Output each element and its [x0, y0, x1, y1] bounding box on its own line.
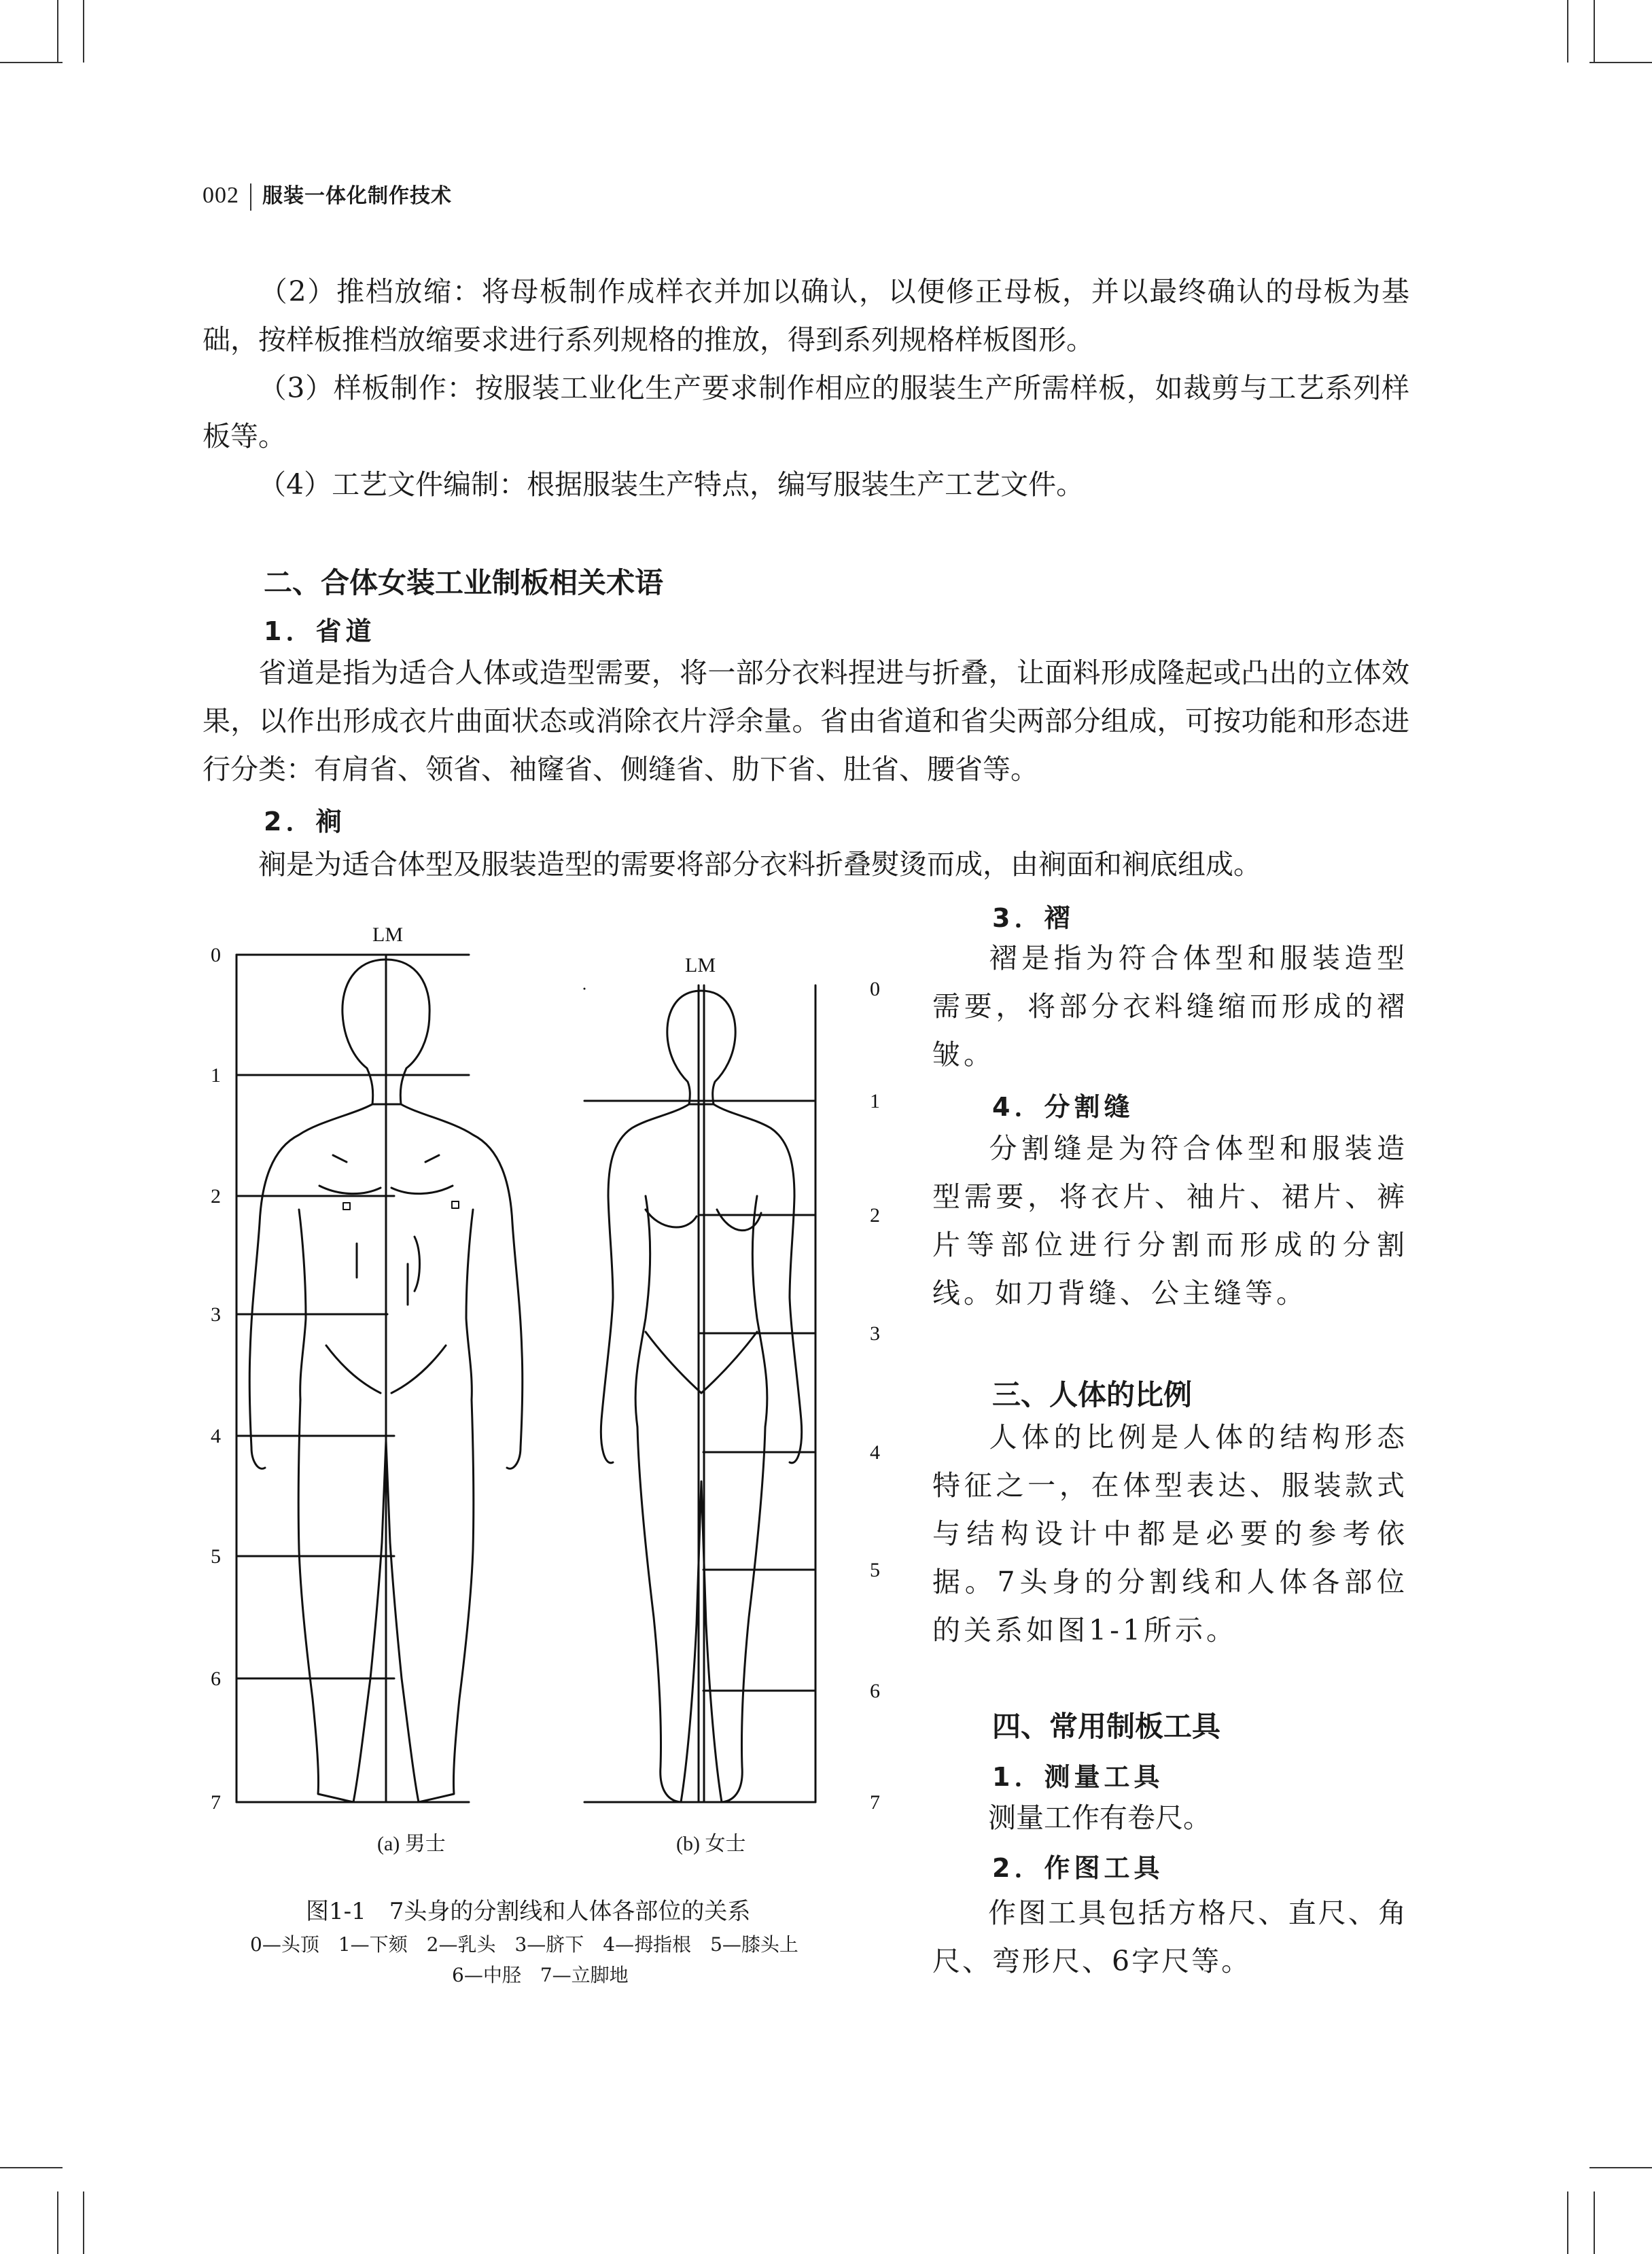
female-legs — [637, 1427, 765, 1802]
figure-legend-line-2: 6—中胫 7—立脚地 — [452, 1964, 629, 1986]
term-2-title: 2．裥 — [264, 807, 346, 837]
male-tick-label: 3 — [211, 1303, 221, 1326]
term-4-body: 分割缝是为符合体型和服装造型需要，将衣片、袖片、裙片、裤片等部位进行分割而形成的分割线。如刀背缝、公主缝等。 — [932, 1132, 1408, 1309]
male-figure-label: (a) 男士 — [377, 1833, 446, 1855]
header-divider — [250, 183, 251, 211]
male-tick-label: 7 — [211, 1791, 221, 1814]
crop-mark — [0, 62, 63, 63]
term-3-body: 褶是指为符合体型和服装造型需要，将部分衣料缝缩而形成的褶皱。 — [932, 942, 1408, 1071]
crop-mark — [1594, 0, 1595, 63]
male-nipple — [452, 1201, 459, 1208]
heading-tools: 四、常用制板工具 — [992, 1710, 1221, 1743]
figure-caption: 图1-1 7头身的分割线和人体各部位的关系 — [306, 1898, 751, 1925]
lm-label: LM — [685, 954, 716, 976]
tool-1-title: 1．测量工具 — [992, 1762, 1164, 1792]
male-tick-label: 5 — [211, 1545, 221, 1568]
female-head — [667, 991, 735, 1104]
male-tick-label: 6 — [211, 1668, 221, 1690]
paragraph-process: （4）工艺文件编制：根据服装生产特点，编写服装生产工艺文件。 — [258, 468, 1085, 501]
heading-terms: 二、合体女装工业制板相关术语 — [264, 566, 664, 599]
female-tick-label: 6 — [870, 1680, 880, 1702]
crop-mark — [1567, 2191, 1568, 2254]
female-tick-label: 7 — [870, 1791, 880, 1814]
tool-1-body: 测量工作有卷尺。 — [988, 1801, 1211, 1834]
crop-mark — [57, 0, 58, 63]
female-tick-label: 4 — [870, 1441, 880, 1464]
female-hips — [646, 1332, 757, 1393]
female-tick-label: 2 — [870, 1204, 880, 1227]
female-tick-label: 1 — [870, 1090, 880, 1112]
tool-2-body: 作图工具包括方格尺、直尺、角尺、弯形尺、6字尺等。 — [932, 1897, 1408, 1977]
crop-mark — [83, 2191, 84, 2254]
term-2-body: 裥是为适合体型及服装造型的需要将部分衣料折叠熨烫而成，由裥面和裥底组成。 — [258, 848, 1261, 881]
crop-mark — [1594, 2191, 1595, 2254]
crop-mark — [1567, 0, 1568, 63]
crop-mark — [83, 0, 84, 63]
page-number: 002 — [203, 183, 239, 208]
male-nipple — [343, 1203, 350, 1210]
term-1-title: 1．省道 — [264, 616, 376, 646]
male-tick-label: 0 — [211, 944, 221, 966]
paragraph-pattern: （3）样板制作：按服装工业化生产要求制作相应的服装生产所需样板，如裁剪与工艺系列样板等。 — [203, 372, 1409, 453]
male-tick-label: 2 — [211, 1185, 221, 1208]
female-tick-label: 3 — [870, 1322, 880, 1345]
male-tick-label: 4 — [211, 1425, 221, 1447]
female-tick-label: 5 — [870, 1559, 880, 1581]
proportion-figure — [197, 911, 911, 1835]
term-1-body: 省道是指为适合人体或造型需要，将一部分衣料捏进与折叠，让面料形成隆起或凸出的立体效果，以作出形成衣片曲面状态或消除衣片浮余量。省由省道和省尖两部分组成，可按功能和形态进行分类：有肩省、领省、袖窿省、侧缝省、肋下省、肚省、腰省等。 — [203, 656, 1409, 786]
female-tick-label: 0 — [870, 978, 880, 1000]
heading-proportion: 三、人体的比例 — [992, 1378, 1193, 1411]
crop-mark — [1589, 2167, 1652, 2168]
figure-legend-line-1: 0—头顶 1—下颏 2—乳头 3—脐下 4—拇指根 5—膝头上 — [250, 1933, 798, 1956]
tool-2-title: 2．作图工具 — [992, 1853, 1164, 1883]
crop-mark — [57, 2191, 58, 2254]
book-title: 服装一体化制作技术 — [262, 184, 452, 208]
male-tick-label: 1 — [211, 1064, 221, 1087]
proportion-body: 人体的比例是人体的结构形态特征之一，在体型表达、服装款式与结构设计中都是必要的参考依据。7头身的分割线和人体各部位的关系如图1-1所示。 — [932, 1421, 1408, 1647]
crop-mark — [0, 2167, 63, 2168]
term-4-title: 4．分割缝 — [992, 1092, 1134, 1122]
crop-mark — [1589, 62, 1652, 63]
female-body — [601, 1104, 801, 1463]
paragraph-grading: （2）推档放缩：将母板制作成样衣并加以确认，以便修正母板，并以最终确认的母板为基础，按样板推档放缩要求进行系列规格的推放，得到系列规格样板图形。 — [203, 275, 1409, 356]
lm-label: LM — [372, 923, 403, 946]
running-header — [203, 179, 452, 211]
female-figure-label: (b) 女士 — [676, 1833, 746, 1855]
term-3-title: 3．褶 — [992, 903, 1074, 933]
